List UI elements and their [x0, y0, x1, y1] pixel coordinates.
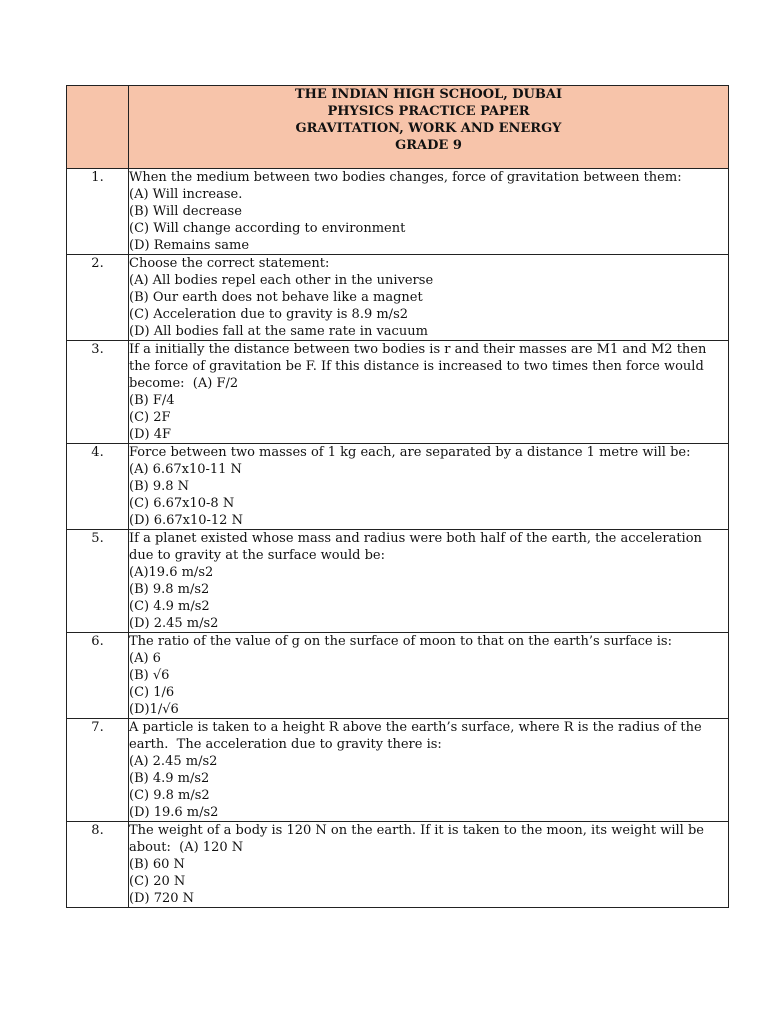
answer-option: (C) Acceleration due to gravity is 8.9 m/s2	[129, 307, 409, 322]
answer-option: (B) F/4	[129, 393, 175, 408]
answer-option: (A) 6.67x10-11 N	[129, 462, 242, 477]
question-text-cell	[129, 719, 729, 822]
question-number: 3.	[67, 341, 129, 444]
paper-title: PHYSICS PRACTICE PAPER	[327, 104, 530, 119]
question-number: 8.	[67, 822, 129, 908]
question-text-cell	[129, 530, 729, 633]
answer-option: (B) 9.8 m/s2	[129, 582, 210, 597]
answer-option: (C) Will change according to environment	[129, 221, 406, 236]
question-text-cell	[129, 169, 729, 255]
answer-option: (D) All bodies fall at the same rate in vacuum	[129, 324, 428, 339]
answer-option: (D) Remains same	[129, 238, 250, 253]
question-row	[67, 719, 729, 822]
answer-option: (A) Will increase.	[129, 187, 243, 202]
question-table	[66, 85, 729, 908]
question-stem: When the medium between two bodies changes, force of gravitation between them:	[129, 170, 682, 185]
question-text-cell	[129, 633, 729, 719]
answer-option: (C) 2F	[129, 410, 171, 425]
answer-option: (B) 4.9 m/s2	[129, 771, 210, 786]
question-stem: Force between two masses of 1 kg each, are separated by a distance 1 metre will be:	[129, 445, 691, 460]
answer-option: (A) 2.45 m/s2	[129, 754, 218, 769]
question-number: 1.	[67, 169, 129, 255]
answer-option: (A) All bodies repel each other in the universe	[129, 273, 434, 288]
question-text-cell	[129, 444, 729, 530]
question-number: 7.	[67, 719, 129, 822]
answer-option: (C) 4.9 m/s2	[129, 599, 210, 614]
question-text-cell	[129, 341, 729, 444]
answer-option: (B) Our earth does not behave like a magnet	[129, 290, 423, 305]
question-row	[67, 444, 729, 530]
answer-option: (B) 9.8 N	[129, 479, 190, 494]
question-number: 2.	[67, 255, 129, 341]
header-cell	[129, 86, 729, 169]
header-blank-cell	[67, 86, 129, 169]
answer-option: (D) 6.67x10-12 N	[129, 513, 243, 528]
question-stem: The ratio of the value of g on the surface of moon to that on the earth’s surface is:	[129, 634, 672, 649]
question-stem: If a planet existed whose mass and radius were both half of the earth, the acceleration due to gravity at the surface would be:	[129, 531, 707, 563]
answer-option: (C) 6.67x10-8 N	[129, 496, 235, 511]
grade-label: GRADE 9	[395, 138, 462, 153]
answer-option: (A) 6	[129, 651, 161, 666]
question-stem: If a initially the distance between two bodies is r and their masses are M1 and M2 then the force of gravitation be F. If this distance is increased to two times then force would become: (A) F/2	[129, 342, 711, 391]
answer-option: (A)19.6 m/s2	[129, 565, 214, 580]
answer-option: (B) 60 N	[129, 857, 185, 872]
answer-option: (D) 2.45 m/s2	[129, 616, 219, 631]
answer-option: (C) 1/6	[129, 685, 175, 700]
answer-option: (D) 19.6 m/s2	[129, 805, 219, 820]
topic-title: GRAVITATION, WORK AND ENERGY	[295, 121, 562, 136]
answer-option: (B) √6	[129, 668, 170, 683]
question-number: 4.	[67, 444, 129, 530]
question-row	[67, 530, 729, 633]
answer-option: (D) 4F	[129, 427, 171, 442]
answer-option: (B) Will decrease	[129, 204, 242, 219]
answer-option: (C) 9.8 m/s2	[129, 788, 210, 803]
answer-option: (C) 20 N	[129, 874, 186, 889]
question-number: 5.	[67, 530, 129, 633]
question-stem: A particle is taken to a height R above the earth’s surface, where R is the radius of the earth. The acceleration due to gravity there is:	[129, 720, 706, 752]
header-row	[67, 86, 729, 169]
answer-option: (D)1/√6	[129, 702, 179, 717]
question-row	[67, 255, 729, 341]
school-name: THE INDIAN HIGH SCHOOL, DUBAI	[294, 87, 563, 102]
question-row	[67, 822, 729, 908]
question-row	[67, 633, 729, 719]
answer-option: (D) 720 N	[129, 891, 195, 906]
question-row	[67, 341, 729, 444]
question-stem: The weight of a body is 120 N on the earth. If it is taken to the moon, its weight will be about: (A) 120 N	[129, 823, 709, 855]
question-row	[67, 169, 729, 255]
question-text-cell	[129, 822, 729, 908]
question-number: 6.	[67, 633, 129, 719]
question-stem: Choose the correct statement:	[129, 256, 330, 271]
question-text-cell	[129, 255, 729, 341]
